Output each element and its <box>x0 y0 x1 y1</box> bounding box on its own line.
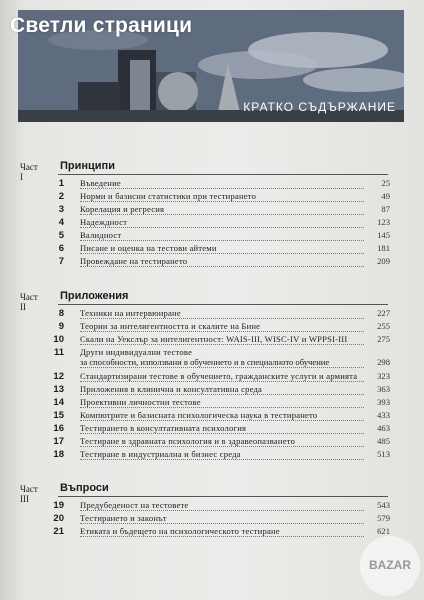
chapter-number: 16 <box>53 423 64 434</box>
chapter-title: Надеждност <box>80 217 128 227</box>
chapter-number: 12 <box>53 371 64 382</box>
part-divider <box>58 304 388 305</box>
chapter-number: 18 <box>53 449 64 460</box>
part-number: Част II <box>20 292 38 312</box>
dot-leader <box>80 381 364 382</box>
toc-entry <box>20 230 390 243</box>
chapter-title: Други индивидуални тестове <box>80 347 193 357</box>
dot-leader <box>80 510 364 511</box>
page-number: 209 <box>377 256 390 266</box>
chapter-title: Скали на Уекслър за интелигентност: WAIS-III, WISC-IV и WPPSI-III <box>80 334 348 344</box>
dot-leader <box>80 331 364 332</box>
chapter-number: 8 <box>58 308 64 319</box>
chapter-number: 17 <box>53 436 64 447</box>
chapter-title: Етиката и бъдещето на психологическото тестиране <box>80 526 280 536</box>
chapter-number: 9 <box>58 321 64 332</box>
dot-leader <box>80 433 364 434</box>
page-number: 255 <box>377 321 390 331</box>
toc-entry <box>20 371 390 384</box>
page-number: 433 <box>377 410 390 420</box>
chapter-title-continued: за способности, използвани в обучението и в специалното обучение <box>80 357 330 367</box>
toc-entry <box>20 436 390 449</box>
banner-label: КРАТКО СЪДЪРЖАНИЕ <box>243 100 396 114</box>
chapter-title: Корелация и регресия <box>80 204 165 214</box>
chapter-title: Норми и базисни статистики при тестирането <box>80 191 257 201</box>
chapter-number: 15 <box>53 410 64 421</box>
dot-leader <box>80 367 364 368</box>
part-number: Част I <box>20 162 38 182</box>
page-number: 87 <box>381 204 390 214</box>
dot-leader <box>80 459 364 460</box>
toc-entry <box>20 321 390 334</box>
chapter-title: Писане и оценка на тестови айтеми <box>80 243 217 253</box>
chapter-number: 14 <box>53 397 64 408</box>
chapter-number: 7 <box>58 256 64 267</box>
chapter-number: 10 <box>53 334 64 345</box>
chapter-number: 20 <box>53 513 64 524</box>
dot-leader <box>80 523 364 524</box>
overlay-title: Светли страници <box>10 14 193 37</box>
chapter-number: 19 <box>53 500 64 511</box>
chapter-title: Тестирането в консултативната психология <box>80 423 247 433</box>
part-title: Принципи <box>60 160 115 172</box>
chapter-number: 2 <box>58 191 64 202</box>
chapter-title: Валидност <box>80 230 122 240</box>
page-number: 323 <box>377 371 390 381</box>
chapter-title: Приложения в клинична и консултативна среда <box>80 384 263 394</box>
part-number: Част III <box>20 484 38 504</box>
dot-leader <box>80 536 364 537</box>
toc-entry <box>20 243 390 256</box>
page-number: 181 <box>377 243 390 253</box>
page-number: 485 <box>377 436 390 446</box>
dot-leader <box>80 266 364 267</box>
part-divider <box>58 174 388 175</box>
dot-leader <box>80 344 364 345</box>
toc-entry <box>20 217 390 230</box>
toc-entry <box>20 178 390 191</box>
dot-leader <box>80 318 364 319</box>
toc-entry <box>20 256 390 269</box>
part-title: Приложения <box>60 290 129 302</box>
dot-leader <box>80 214 364 215</box>
dot-leader <box>80 394 364 395</box>
toc-entry <box>20 513 390 526</box>
chapter-title: Провеждане на тестирането <box>80 256 188 266</box>
chapter-title: Тестиране в индустриална и бизнес среда <box>80 449 241 459</box>
toc-entry <box>20 308 390 321</box>
chapter-number: 6 <box>58 243 64 254</box>
watermark-logo <box>360 536 420 596</box>
chapter-number: 11 <box>53 347 64 358</box>
chapter-title: Компютрите и базисната психологическа наука в тестирането <box>80 410 318 420</box>
chapter-number: 1 <box>58 178 64 189</box>
toc-entry <box>20 449 390 462</box>
chapter-title: Въведение <box>80 178 121 188</box>
dot-leader <box>80 407 364 408</box>
part-title: Въпроси <box>60 482 109 494</box>
dot-leader <box>80 188 364 189</box>
chapter-title: Техники на интервюиране <box>80 308 181 318</box>
watermark-text: BAZAR <box>369 558 411 572</box>
chapter-title: Проективни личностни тестове <box>80 397 201 407</box>
toc-entry <box>20 204 390 217</box>
part-divider <box>58 496 388 497</box>
page-number: 579 <box>377 513 390 523</box>
chapter-title: Тестиране в здравната психология и в здравеопазването <box>80 436 296 446</box>
chapter-number: 4 <box>58 217 64 228</box>
dot-leader <box>80 201 364 202</box>
page-number: 513 <box>377 449 390 459</box>
page-number: 393 <box>377 397 390 407</box>
toc-entry <box>20 334 390 347</box>
chapter-number: 5 <box>58 230 64 241</box>
page-number: 275 <box>377 334 390 344</box>
chapter-title: Стандартизирани тестове в обучението, гражданските услуги и армията <box>80 371 358 381</box>
toc-entry <box>20 526 390 539</box>
chapter-number: 21 <box>53 526 64 537</box>
dot-leader <box>80 446 364 447</box>
toc-entry <box>20 423 390 436</box>
page-number: 49 <box>381 191 390 201</box>
toc-entry <box>20 191 390 204</box>
page-number: 298 <box>377 357 390 367</box>
chapter-number: 13 <box>53 384 64 395</box>
page-number: 363 <box>377 384 390 394</box>
chapter-number: 3 <box>58 204 64 215</box>
toc-entry <box>20 384 390 397</box>
page-number: 227 <box>377 308 390 318</box>
toc-entry <box>20 347 390 371</box>
dot-leader <box>80 227 364 228</box>
page-number: 25 <box>381 178 390 188</box>
chapter-title: Тестирането и законът <box>80 513 167 523</box>
page-number: 543 <box>377 500 390 510</box>
toc-entry <box>20 410 390 423</box>
chapter-title: Теории за интелигентността и скалите на Бине <box>80 321 261 331</box>
dot-leader <box>80 420 364 421</box>
page-number: 145 <box>377 230 390 240</box>
chapter-title: Предубеденост на тестовете <box>80 500 189 510</box>
page-number: 123 <box>377 217 390 227</box>
toc-entry <box>20 500 390 513</box>
dot-leader <box>80 253 364 254</box>
toc-entry <box>20 397 390 410</box>
page-number: 463 <box>377 423 390 433</box>
dot-leader <box>80 240 364 241</box>
page-number: 621 <box>377 526 390 536</box>
